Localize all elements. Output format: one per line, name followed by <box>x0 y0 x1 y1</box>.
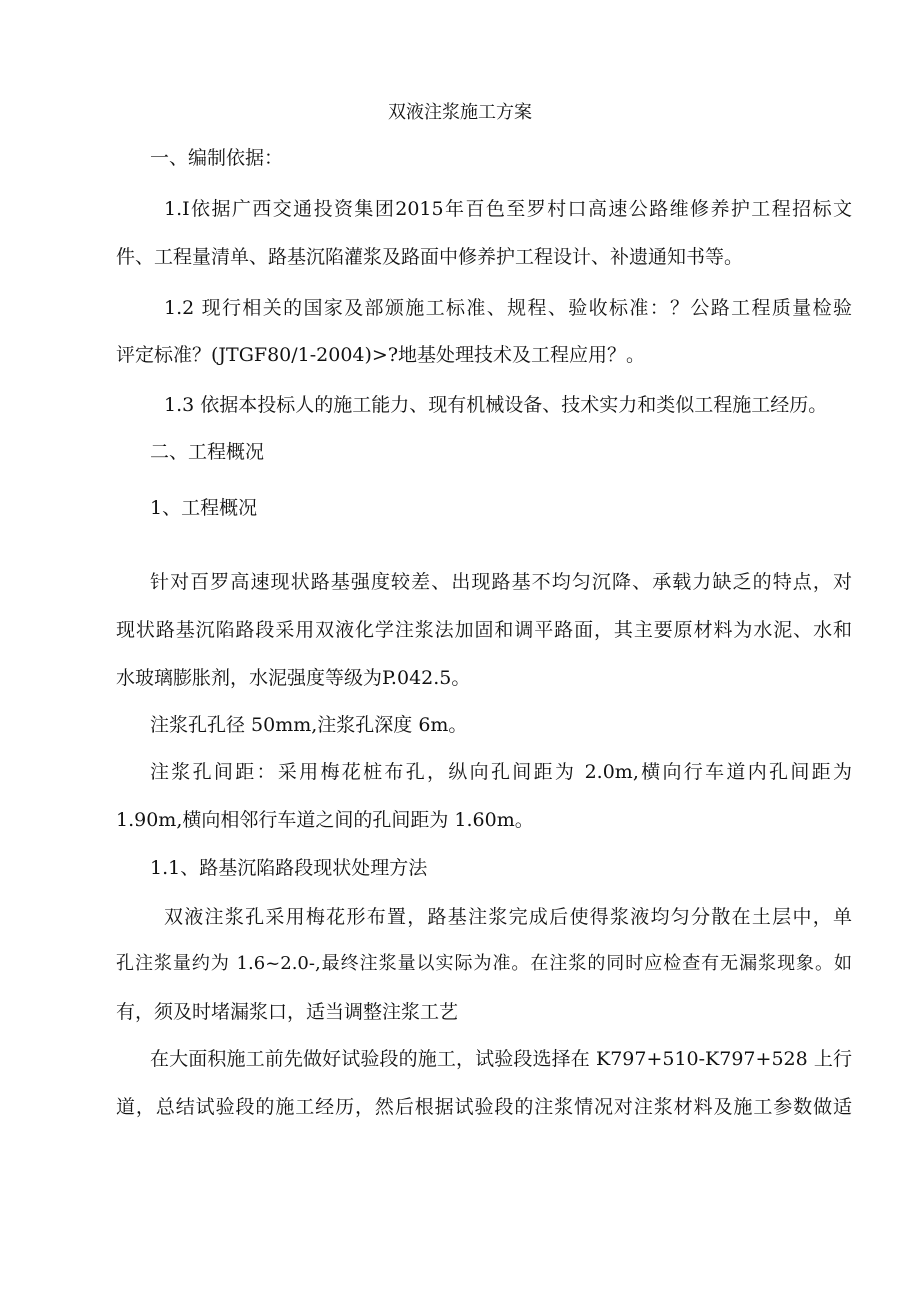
heading-overview: 二、工程概况 <box>150 441 265 463</box>
paragraph-line: 有，须及时堵漏浆口，适当调整注浆工艺 <box>116 1001 459 1023</box>
paragraph-line: 针对百罗高速现状路基强度较差、出现路基不均匀沉降、承载力缺乏的特点，对 <box>150 571 852 593</box>
paragraph-line: 1.I依据广西交通投资集团2015年百色至罗村口高速公路维修养护工程招标文 <box>164 198 852 220</box>
paragraph-line: 评定标准？(JTGF80/1-2004)>?地基处理技术及工程应用？。 <box>116 344 646 366</box>
paragraph-line: 道，总结试验段的施工经历，然后根据试验段的注浆情况对注浆材料及施工参数做适 <box>116 1096 852 1118</box>
paragraph-line: 1.2 现行相关的国家及部颁施工标准、规程、验收标准：？公路工程质量检验 <box>164 297 852 319</box>
paragraph-line: 件、工程量清单、路基沉陷灌浆及路面中修养护工程设计、补遗通知书等。 <box>116 246 744 268</box>
heading-basis: 一、编制依据： <box>150 147 284 169</box>
subheading-treatment: 1.1、路基沉陷路段现状处理方法 <box>150 857 428 879</box>
paragraph-line: 注浆孔孔径 50mm,注浆孔深度 6m。 <box>150 714 468 736</box>
paragraph-line: 注浆孔间距：采用梅花桩布孔，纵向孔间距为 2.0m,横向行车道内孔间距为 <box>150 761 852 783</box>
paragraph-line: 1.3 依据本投标人的施工能力、现有机械设备、技术实力和类似工程施工经历。 <box>164 394 828 416</box>
paragraph-line: 孔注浆量约为 1.6~2.0-,最终注浆量以实际为准。在注浆的同时应检查有无漏浆现象。如 <box>116 953 852 974</box>
document-title: 双液注浆施工方案 <box>388 102 532 123</box>
paragraph-line: 在大面积施工前先做好试验段的施工，试验段选择在 K797+510-K797+528 上行 <box>150 1048 852 1070</box>
paragraph-line: 1.90m,横向相邻行车道之间的孔间距为 1.60m。 <box>116 809 534 831</box>
paragraph-line: 水玻璃膨胀剂，水泥强度等级为P.042.5。 <box>116 667 471 689</box>
subheading-overview: 1、工程概况 <box>150 497 258 519</box>
paragraph-line: 现状路基沉陷路段采用双液化学注浆法加固和调平路面，其主要原材料为水泥、水和 <box>116 619 852 641</box>
paragraph-line: 双液注浆孔采用梅花形布置，路基注浆完成后使得浆液均匀分散在土层中，单 <box>164 906 852 928</box>
